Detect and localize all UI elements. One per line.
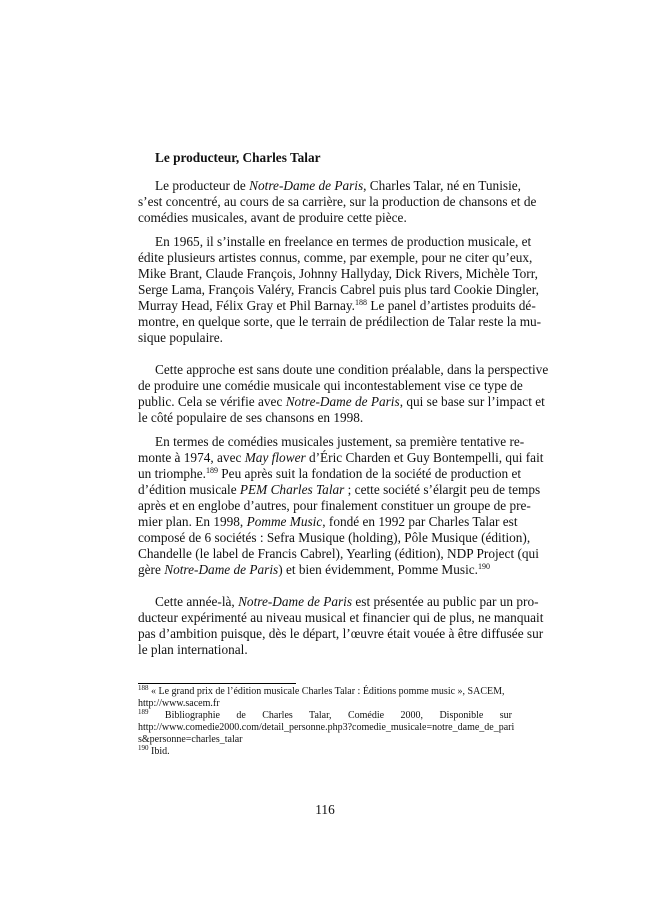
paragraph [138,434,544,578]
text-line [138,450,544,466]
text-line [138,562,512,578]
text-line [138,330,512,346]
text: est présentée au public par un pro- [352,594,539,609]
text-line [138,266,538,282]
text: mier plan. En 1998, [138,514,247,529]
text: s&personne=charles_talar [138,734,243,745]
footnote-ref: 190 [478,562,491,571]
text-line [138,250,533,266]
footnote-line [138,722,515,734]
text: d’Éric Charden et Guy Bontempelli, qui fait [305,450,544,465]
italic-text: Pomme Music [246,514,323,529]
text: Murray Head, Félix Gray et Phil Barnay. [138,298,356,313]
footnote-line [138,746,512,758]
text-line [138,234,532,250]
text: sique populaire. [138,330,223,345]
text-line [138,514,518,530]
text: Cette année-là, [155,594,239,609]
text: , fondé en 1992 par Charles Talar est [322,514,518,529]
footnote-line [138,686,512,698]
text-line [138,482,541,498]
text: Mike Brant, Claude François, Johnny Hallyday, Dick Rivers, Michèle Torr, [138,266,538,281]
text-line [138,498,531,514]
italic-text: PEM Charles Talar [239,482,345,497]
body-text [138,178,549,658]
footnote [138,746,512,758]
text: le côté populaire de ses chansons en 1998. [138,410,364,425]
text-line [138,282,539,298]
text: Cette approche est sans doute une condition préalable, dans la perspective [155,362,549,377]
footnote-separator [138,683,296,684]
text-line [138,434,525,450]
footnote [138,708,515,746]
italic-text: Notre-Dame de Paris [285,394,400,409]
text: public. Cela se vérifie avec [138,394,286,409]
italic-text: Notre-Dame de Paris [164,562,279,577]
page-number: 116 [315,802,335,817]
text: pas d’ambition puisque, dès le départ, l’œuvre était vouée à être diffusée sur [138,626,544,641]
footnote-ref: 189 [138,708,149,716]
footnote-ref: 190 [138,744,149,752]
text: Bibliographie de Charles Talar, Comédie 2000, Disponible sur [148,710,512,721]
page-body [138,150,549,658]
text: Le panel d’artistes produits dé- [367,298,536,313]
text: , qui se base sur l’impact et [399,394,545,409]
text-line [138,298,536,314]
section-heading: Le producteur, Charles Talar [155,150,321,165]
text-line [138,178,521,194]
footnote-line [138,710,512,722]
paragraph [138,178,537,226]
text: En termes de comédies musicales justement, sa première tentative re- [155,434,525,449]
text: En 1965, il s’installe en freelance en termes de production musicale, et [155,234,532,249]
text-line [138,466,522,482]
text: ; cette société s’élargit peu de temps [344,482,541,497]
text-line [138,642,512,658]
text: de produire une comédie musicale qui incontestablement vise ce type de [138,378,523,393]
footnote-line [138,698,512,710]
paragraph [138,234,542,346]
text: http://www.comedie2000.com/detail_personne.php3?comedie_musicale=notre_dame_de_pari [138,722,515,733]
footnote [138,686,512,710]
italic-text: Notre-Dame de Paris [249,178,364,193]
footnote-ref: 189 [205,466,218,475]
text-line [138,394,545,410]
footnote-ref: 188 [355,298,368,307]
text: monte à 1974, avec [138,450,245,465]
text: après et en englobe d’autres, pour finalement constituer un groupe de pre- [138,498,531,513]
text: , Charles Talar, né en Tunisie, [363,178,521,193]
text-line [138,194,537,210]
text: « Le grand prix de l’édition musicale Charles Talar : Éditions pomme music », SACEM, [148,686,505,697]
text: ) et bien évidemment, Pomme Music. [278,562,479,577]
text: édite plusieurs artistes connus, comme, par exemple, pour ne citer qu’eux, [138,250,533,265]
text-line [138,362,549,378]
text: Serge Lama, François Valéry, Francis Cabrel puis plus tard Cookie Dingler, [138,282,539,297]
text-line [138,546,539,562]
text: un triomphe. [138,466,206,481]
text: gère [138,562,165,577]
text: composé de 6 sociétés : Sefra Musique (holding), Pôle Musique (édition), [138,530,531,545]
text: le plan international. [138,642,248,657]
text: Peu après suit la fondation de la société de production et [217,466,522,481]
footnote-ref: 188 [138,684,149,692]
text: Chandelle (le label de Francis Cabrel), Yearling (édition), NDP Project (qui [138,546,539,561]
text-line [138,210,512,226]
italic-text: Notre-Dame de Paris [238,594,353,609]
text: Le producteur de [155,178,250,193]
text-line [138,314,542,330]
text: ducteur expérimenté au niveau musical et financier qui de plus, ne manquait [138,610,544,625]
text: montre, en quelque sorte, que le terrain de prédilection de Talar reste la mu- [138,314,542,329]
text: Ibid. [148,746,170,757]
footnotes [138,684,515,758]
paragraph [138,362,549,426]
text: d’édition musicale [138,482,240,497]
footnote-line [138,734,512,746]
text-line [138,530,531,546]
text-line [138,626,544,642]
text-line [138,378,523,394]
text-line [138,610,544,626]
paragraph [138,594,544,658]
text-line [138,594,539,610]
italic-text: May flower [244,450,306,465]
text: s’est concentré, au cours de sa carrière, sur la production de chansons et de [138,194,537,209]
text: comédies musicales, avant de produire cette pièce. [138,210,407,225]
text-line [138,410,512,426]
text: http://www.sacem.fr [138,698,220,709]
